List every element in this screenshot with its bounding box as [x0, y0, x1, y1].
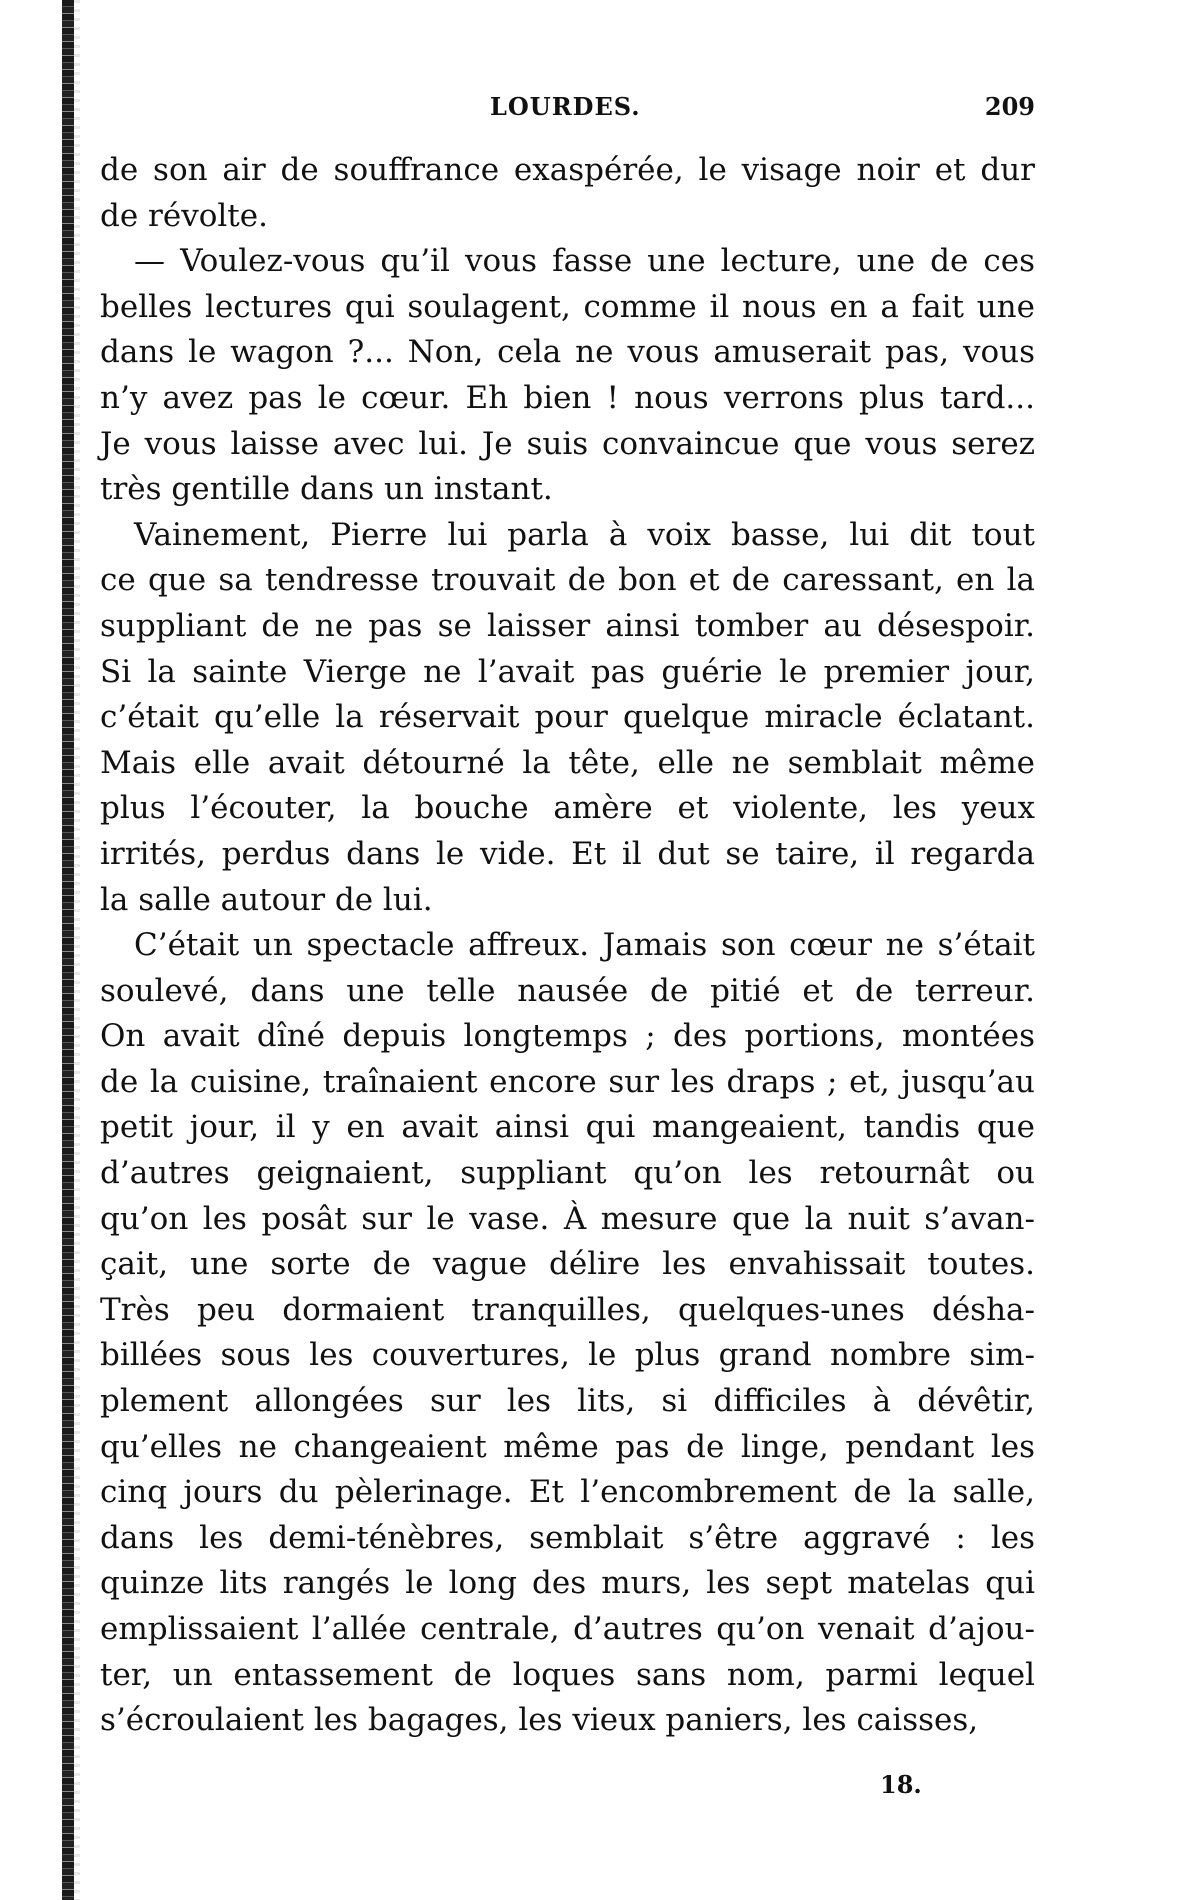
text-line: s’écroulaient les bagages, les vieux paniers, les caisses,	[100, 1702, 979, 1739]
text-line: emplissaient l’allée centrale, d’autres qu’on venait d’ajou-	[100, 1611, 1035, 1647]
text-line: d’autres geignaient, suppliant qu’on les retournât ou	[100, 1155, 1035, 1192]
page-number: 209	[984, 92, 1035, 121]
text-line: suppliant de ne pas se laisser ainsi tomber au désespoir.	[100, 607, 1035, 644]
text-line: n’y avez pas le cœur. Eh bien ! nous verrons plus tard...	[100, 379, 1035, 416]
paragraph	[100, 923, 1035, 1744]
text-line: la salle autour de lui.	[100, 881, 433, 918]
text-line: de révolte.	[100, 197, 268, 234]
text-line: plement allongées sur les lits, si difficiles à dévêtir,	[100, 1383, 1035, 1420]
signature-mark: 18.	[880, 1770, 922, 1799]
text-line: dans les demi-ténèbres, semblait s’être aggravé : les	[100, 1519, 1035, 1556]
text-line: de la cuisine, traînaient encore sur les draps ; et, jusqu’au	[100, 1063, 1035, 1100]
text-line: Très peu dormaient tranquilles, quelques-unes désha-	[100, 1291, 1035, 1328]
text-line: Mais elle avait détourné la tête, elle ne semblait même	[100, 744, 1035, 781]
text-line: billées sous les couvertures, le plus grand nombre sim-	[100, 1337, 1035, 1374]
text-line: cinq jours du pèlerinage. Et l’encombrement de la salle,	[100, 1474, 1035, 1511]
text-line: dans le wagon ?... Non, cela ne vous amuserait pas, vous	[100, 334, 1035, 371]
text-line: qu’on les posât sur le vase. À mesure que la nuit s’avan-	[100, 1200, 1035, 1237]
binding-edge-shadow	[74, 0, 80, 1900]
text-line: c’était qu’elle la réservait pour quelque miracle éclatant.	[100, 699, 1035, 736]
running-head	[100, 92, 1035, 122]
text-line: soulevé, dans une telle nausée de pitié et de terreur.	[100, 972, 1035, 1009]
text-line: çait, une sorte de vague délire les envahissait toutes.	[100, 1246, 1035, 1283]
text-line: plus l’écouter, la bouche amère et violente, les yeux	[100, 790, 1035, 827]
text-line: qu’elles ne changeaient même pas de linge, pendant les	[100, 1428, 1035, 1465]
text-line: de son air de souffrance exaspérée, le visage noir et dur	[100, 152, 1035, 188]
body-text	[100, 148, 1035, 1744]
paragraph	[100, 513, 1035, 923]
running-title: LOURDES.	[490, 92, 641, 121]
text-line: C’était un spectacle affreux. Jamais son cœur ne s’était	[134, 927, 1035, 964]
text-line: belles lectures qui soulagent, comme il nous en a fait une	[100, 288, 1035, 325]
text-line: très gentille dans un instant.	[100, 471, 553, 508]
text-line: irrités, perdus dans le vide. Et il dut se taire, il regarda	[100, 835, 1035, 872]
text-line: Vainement, Pierre lui parla à voix basse, lui dit tout	[134, 516, 1035, 553]
text-line: Si la sainte Vierge ne l’avait pas guérie le premier jour,	[100, 653, 1035, 690]
paragraph	[100, 148, 1035, 239]
text-line: On avait dîné depuis longtemps ; des portions, montées	[100, 1018, 1035, 1055]
text-line: ce que sa tendresse trouvait de bon et de caressant, en la	[100, 562, 1035, 599]
text-line: — Voulez-vous qu’il vous fasse une lecture, une de ces	[134, 243, 1035, 280]
text-line: ter, un entassement de loques sans nom, parmi lequel	[100, 1656, 1035, 1693]
text-line: quinze lits rangés le long des murs, les sept matelas qui	[100, 1565, 1035, 1602]
paragraph	[100, 239, 1035, 513]
text-line: Je vous laisse avec lui. Je suis convaincue que vous serez	[100, 425, 1035, 462]
binding-edge	[62, 0, 74, 1900]
text-line: petit jour, il y en avait ainsi qui mangeaient, tandis que	[100, 1109, 1035, 1146]
